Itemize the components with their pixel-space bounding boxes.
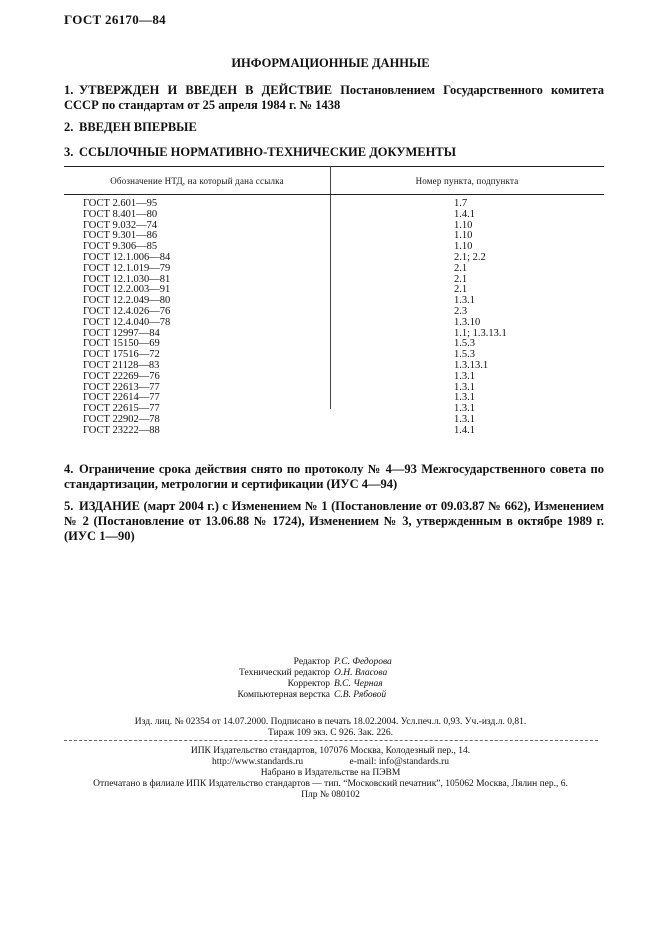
item-text: Ограничение срока действия снято по протоколу № 4—93 Межгосударственного совета по стандартизации, метрологии и сертификации (ИУС 4—94) bbox=[64, 462, 604, 491]
point-number: 1.7 bbox=[454, 198, 468, 209]
table-row bbox=[64, 210, 604, 221]
point-number: 2.1 bbox=[454, 262, 468, 274]
ntd-designation: ГОСТ 12997—84 bbox=[83, 327, 160, 339]
ntd-designation: ГОСТ 22269—76 bbox=[83, 370, 160, 382]
item-number: 4. bbox=[64, 462, 74, 476]
printed-by: Отпечатано в филиале ИПК Издательство стандартов — тип. “Московский печатник”, 105062 Москва, Лялин пер., 6. bbox=[93, 779, 568, 789]
point-number: 1.4.1 bbox=[454, 208, 475, 220]
point-number: 1.3.1 bbox=[454, 295, 475, 307]
credit-name: С.В. Рябовой bbox=[334, 690, 387, 700]
ntd-designation: ГОСТ 9.301—86 bbox=[83, 230, 158, 242]
ntd-designation: ГОСТ 17516—72 bbox=[83, 349, 160, 361]
credit-name: В.С. Черная bbox=[334, 679, 383, 689]
item-number: 3. bbox=[64, 145, 74, 159]
ntd-designation: ГОСТ 12.2.049—80 bbox=[83, 295, 171, 307]
info-item-1 bbox=[64, 83, 604, 113]
ntd-designation: ГОСТ 12.2.003—91 bbox=[83, 284, 171, 296]
ntd-designation: ГОСТ 9.032—74 bbox=[83, 219, 158, 231]
email-link[interactable]: e-mail: info@standards.ru bbox=[349, 757, 450, 767]
ntd-designation: ГОСТ 2.601—95 bbox=[83, 198, 158, 209]
credit-row bbox=[0, 679, 661, 690]
credit-role: Компьютерная верстка bbox=[237, 690, 330, 700]
item-text: ИЗДАНИЕ (март 2004 г.) с Изменением № 1 (Постановление от 09.03.87 № 662), Изменением № 2 (Постановление от 13.06.88 № 1724), Изменением № 3, утвержденным в октябре 1989 г. (ИУС 1—90) bbox=[64, 499, 604, 543]
table-header-document: Обозначение НТД, на который дана ссылка bbox=[110, 176, 284, 186]
point-number: 2.3 bbox=[454, 305, 468, 317]
ntd-designation: ГОСТ 23222—88 bbox=[83, 424, 160, 436]
plr-number: Плр № 080102 bbox=[301, 790, 360, 800]
contact-line bbox=[190, 757, 471, 768]
info-item-4 bbox=[64, 462, 604, 492]
point-number: 1.3.1 bbox=[454, 403, 475, 415]
point-number: 1.3.1 bbox=[454, 413, 475, 425]
ntd-designation: ГОСТ 12.1.006—84 bbox=[83, 251, 171, 263]
credit-role: Технический редактор bbox=[239, 668, 330, 678]
point-number: 1.4.1 bbox=[454, 424, 475, 436]
point-number: 1.3.1 bbox=[454, 392, 475, 404]
point-number: 1.5.3 bbox=[454, 349, 475, 361]
credit-name: О.Н. Власова bbox=[334, 668, 388, 678]
dashed-divider bbox=[64, 740, 598, 741]
item-number: 2. bbox=[64, 120, 74, 134]
point-number: 1.10 bbox=[454, 219, 473, 231]
table-row bbox=[64, 372, 604, 383]
editorial-credits bbox=[0, 657, 661, 701]
item-number: 5. bbox=[64, 499, 74, 513]
ntd-designation: ГОСТ 8.401—80 bbox=[83, 208, 158, 220]
ntd-designation: ГОСТ 12.1.019—79 bbox=[83, 262, 171, 274]
point-number: 1.10 bbox=[454, 230, 473, 242]
point-number: 1.3.1 bbox=[454, 381, 475, 393]
ntd-designation: ГОСТ 22902—78 bbox=[83, 413, 160, 425]
ntd-designation: ГОСТ 21128—83 bbox=[83, 359, 160, 371]
ntd-designation: ГОСТ 12.4.040—78 bbox=[83, 316, 171, 328]
table-top-rule bbox=[64, 166, 604, 167]
point-number: 1.3.1 bbox=[454, 370, 475, 382]
point-number: 1.3.10 bbox=[454, 316, 481, 328]
publishing-print-run: Тираж 109 экз. С 926. Зак. 226. bbox=[268, 728, 393, 738]
item-number: 1. bbox=[64, 83, 74, 97]
ntd-designation: ГОСТ 12.1.030—81 bbox=[83, 273, 171, 285]
table-row bbox=[64, 426, 604, 437]
page-title: ИНФОРМАЦИОННЫЕ ДАННЫЕ bbox=[231, 56, 430, 70]
publisher-address: ИПК Издательство стандартов, 107076 Москва, Колодезный пер., 14. bbox=[190, 746, 471, 756]
table-row bbox=[64, 264, 604, 275]
ntd-designation: ГОСТ 9.306—85 bbox=[83, 241, 158, 253]
credit-role: Редактор bbox=[293, 657, 330, 667]
info-item-2 bbox=[64, 120, 604, 135]
ntd-designation: ГОСТ 22614—77 bbox=[83, 392, 160, 404]
document-code: ГОСТ 26170—84 bbox=[64, 12, 166, 27]
website-link[interactable]: http://www.standards.ru bbox=[211, 757, 304, 767]
table-row bbox=[64, 318, 604, 329]
credit-row bbox=[0, 668, 661, 679]
credit-row bbox=[0, 690, 661, 701]
info-item-3 bbox=[64, 145, 604, 160]
credit-row bbox=[0, 657, 661, 668]
point-number: 1.10 bbox=[454, 241, 473, 253]
point-number: 1.3.13.1 bbox=[454, 359, 489, 371]
ntd-designation: ГОСТ 22613—77 bbox=[83, 381, 160, 393]
table-header-rule bbox=[64, 194, 604, 195]
ntd-designation: ГОСТ 22615—77 bbox=[83, 403, 160, 415]
item-text: ВВЕДЕН ВПЕРВЫЕ bbox=[79, 120, 197, 134]
item-text: УТВЕРЖДЕН И ВВЕДЕН В ДЕЙСТВИЕ Постановлением Государственного комитета СССР по стандартам от 25 апреля 1984 г. № 1438 bbox=[64, 83, 604, 112]
point-number: 1.1; 1.3.13.1 bbox=[454, 327, 507, 339]
info-item-5 bbox=[64, 499, 604, 544]
item-text: ССЫЛОЧНЫЕ НОРМАТИВНО-ТЕХНИЧЕСКИЕ ДОКУМЕНТЫ bbox=[79, 145, 456, 159]
table-body bbox=[64, 199, 604, 437]
point-number: 2.1 bbox=[454, 284, 468, 296]
ntd-designation: ГОСТ 12.4.026—76 bbox=[83, 305, 171, 317]
typeset-note: Набрано в Издательстве на ПЭВМ bbox=[260, 768, 401, 778]
point-number: 1.5.3 bbox=[454, 338, 475, 350]
point-number: 2.1 bbox=[454, 273, 468, 285]
publishing-license-line: Изд. лиц. № 02354 от 14.07.2000. Подписано в печать 18.02.2004. Усл.печ.л. 0,93. Уч.-изд.л. 0,81. bbox=[134, 717, 527, 727]
publishing-details bbox=[0, 717, 661, 739]
point-number: 2.1; 2.2 bbox=[454, 251, 486, 263]
ntd-designation: ГОСТ 15150—69 bbox=[83, 338, 160, 350]
imprint-footer bbox=[0, 746, 661, 801]
credit-role: Корректор bbox=[287, 679, 330, 689]
table-header-point: Номер пункта, подпункта bbox=[415, 176, 519, 186]
credit-name: Р.С. Федорова bbox=[334, 657, 392, 667]
